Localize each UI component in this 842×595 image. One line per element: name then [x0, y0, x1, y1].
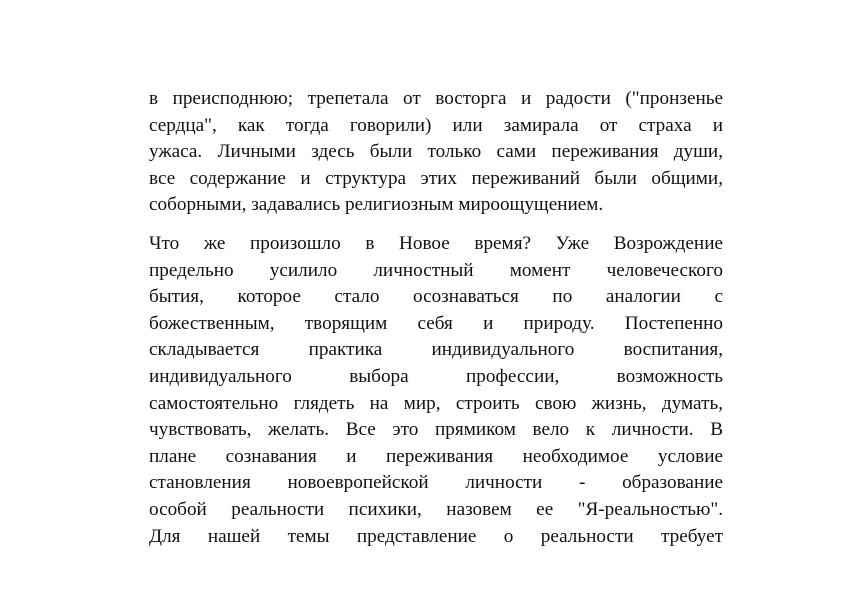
- text-line: особой реальности психики, назовем ее "Я-реальностью".: [149, 498, 723, 520]
- paragraph-spacer: [149, 219, 723, 231]
- text-line: плане сознавания и переживания необходимое условие: [149, 445, 723, 467]
- text-line: ужаса. Личными здесь были только сами переживания души,: [149, 141, 723, 163]
- text-line: все содержание и структура этих переживаний были общими,: [149, 167, 723, 189]
- text-line: божественным, творящим себя и природу. Постепенно: [149, 312, 723, 334]
- text-line: соборными, задавались религиозным мироощущением.: [149, 194, 604, 216]
- paragraph-2: [149, 231, 723, 550]
- text-line: Для нашей темы представление о реальности требует: [149, 525, 723, 547]
- text-line: предельно усилило личностный момент человеческого: [149, 259, 723, 281]
- text-line: становления новоевропейской личности - образование: [149, 472, 723, 494]
- text-line: Что же произошло в Новое время? Уже Возрождение: [149, 232, 723, 254]
- document-body: [149, 86, 723, 550]
- text-line: чувствовать, желать. Все это прямиком вело к личности. В: [149, 419, 723, 441]
- text-line: самостоятельно глядеть на мир, строить свою жизнь, думать,: [149, 392, 723, 414]
- text-line: индивидуального выбора профессии, возможность: [149, 365, 723, 387]
- text-line: в преисподнюю; трепетала от восторга и радости ("пронзенье: [149, 88, 723, 109]
- paragraph-1: [149, 86, 723, 219]
- text-line: сердца", как тогда говорили) или замирала от страха и: [149, 114, 723, 136]
- text-line: бытия, которое стало осознаваться по аналогии с: [149, 286, 723, 308]
- text-line: складывается практика индивидуального воспитания,: [149, 339, 723, 361]
